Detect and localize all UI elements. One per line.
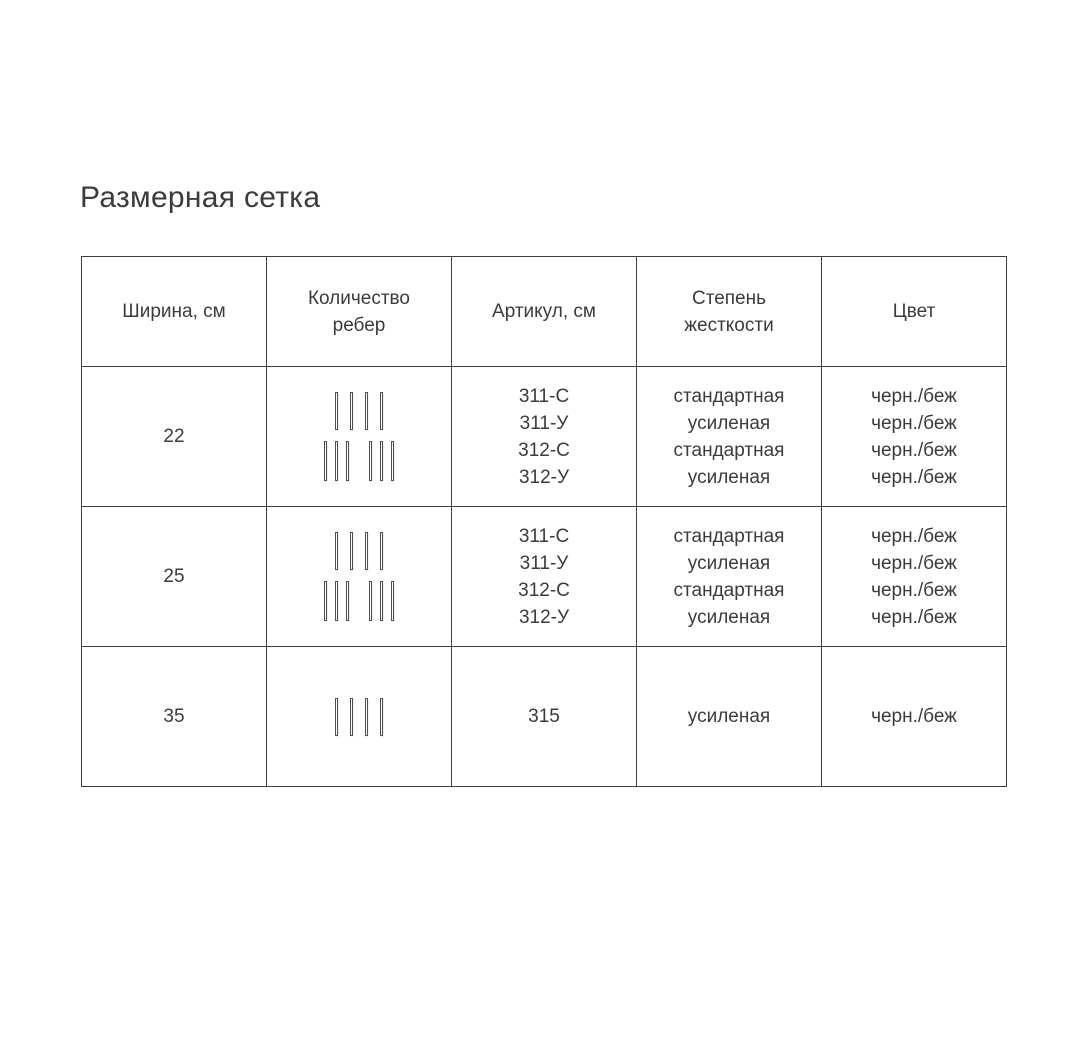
width-value: 25 [163,566,185,587]
color-value: черн./беж [871,439,957,461]
rib-bar-icon [350,532,353,570]
rib-bar-icon [346,441,349,481]
header-article: Артикул, см [452,257,637,367]
rigidity-value: стандартная [673,385,785,407]
rib-bar-icon [380,392,383,430]
color-value: черн./беж [871,606,957,628]
rib-bar-icon [380,441,383,481]
rib-bar-icon [324,581,327,621]
table-row [82,647,1007,787]
cell-width [82,507,267,647]
cell-rigidity [637,367,822,507]
rib-bar-icon [335,698,338,736]
rib-bar-icon [324,441,327,481]
cell-rigidity [637,507,822,647]
rib-bar-icon [369,581,372,621]
cell-article [452,647,637,787]
article-value: 311-С [518,525,570,547]
cell-article [452,367,637,507]
color-value: черн./беж [871,412,957,434]
cell-article [452,507,637,647]
rib-bar-icon [335,441,338,481]
rigidity-value: стандартная [673,439,785,461]
article-value: 315 [528,706,560,727]
cell-ribs [267,507,452,647]
rib-bar-icon [335,392,338,430]
ribs-icon [267,698,451,736]
header-rib-count: Количество ребер [267,257,452,367]
rib-bar-icon [369,441,372,481]
header-row [82,257,1007,367]
color-value: черн./беж [871,552,957,574]
article-value: 312-У [518,606,570,628]
rigidity-value: усиленая [687,466,771,488]
cell-ribs [267,367,452,507]
article-value: 312-С [518,439,570,461]
width-value: 22 [163,426,185,447]
ribs-bottom-row [324,441,394,481]
ribs-top-row [335,392,383,430]
rib-bar-group [369,581,394,621]
rib-bar-icon [350,392,353,430]
cell-width [82,367,267,507]
rib-bar-icon [391,441,394,481]
ribs-bottom-row [324,581,394,621]
color-value: черн./беж [871,466,957,488]
rigidity-value: усиленая [687,606,771,628]
page-title: Размерная сетка [80,181,321,214]
article-value: 312-У [518,466,570,488]
article-value: 311-У [519,552,569,574]
table-row [82,367,1007,507]
rib-bar-icon [365,392,368,430]
rigidity-value: стандартная [673,525,785,547]
ribs-icon [267,532,451,621]
size-grid-table [81,256,1007,787]
article-value: 312-С [518,579,570,601]
rib-bar-icon [350,698,353,736]
header-color: Цвет [822,257,1007,367]
cell-color [822,367,1007,507]
cell-ribs [267,647,452,787]
ribs-top-row [335,698,383,736]
cell-rigidity [637,647,822,787]
header-rigidity: Степень жесткости [637,257,822,367]
table-row [82,507,1007,647]
article-value: 311-С [518,385,570,407]
table-header [82,257,1007,367]
rib-bar-icon [365,698,368,736]
header-width: Ширина, см [82,257,267,367]
color-value: черн./беж [871,579,957,601]
rib-bar-group [324,441,349,481]
rigidity-value: усиленая [687,552,771,574]
rib-bar-icon [380,581,383,621]
rib-bar-icon [380,698,383,736]
color-value: черн./беж [871,706,957,727]
rigidity-value: стандартная [673,579,785,601]
ribs-icon [267,392,451,481]
cell-color [822,647,1007,787]
color-value: черн./беж [871,385,957,407]
table-body [82,367,1007,787]
cell-color [822,507,1007,647]
rib-bar-group [369,441,394,481]
rib-bar-icon [335,581,338,621]
article-value: 311-У [519,412,569,434]
rigidity-value: усиленая [687,706,771,727]
rib-bar-icon [335,532,338,570]
rib-bar-icon [391,581,394,621]
ribs-top-row [335,532,383,570]
rib-bar-icon [365,532,368,570]
rib-bar-group [324,581,349,621]
width-value: 35 [163,706,185,727]
cell-width [82,647,267,787]
color-value: черн./беж [871,525,957,547]
rigidity-value: усиленая [687,412,771,434]
rib-bar-icon [346,581,349,621]
rib-bar-icon [380,532,383,570]
